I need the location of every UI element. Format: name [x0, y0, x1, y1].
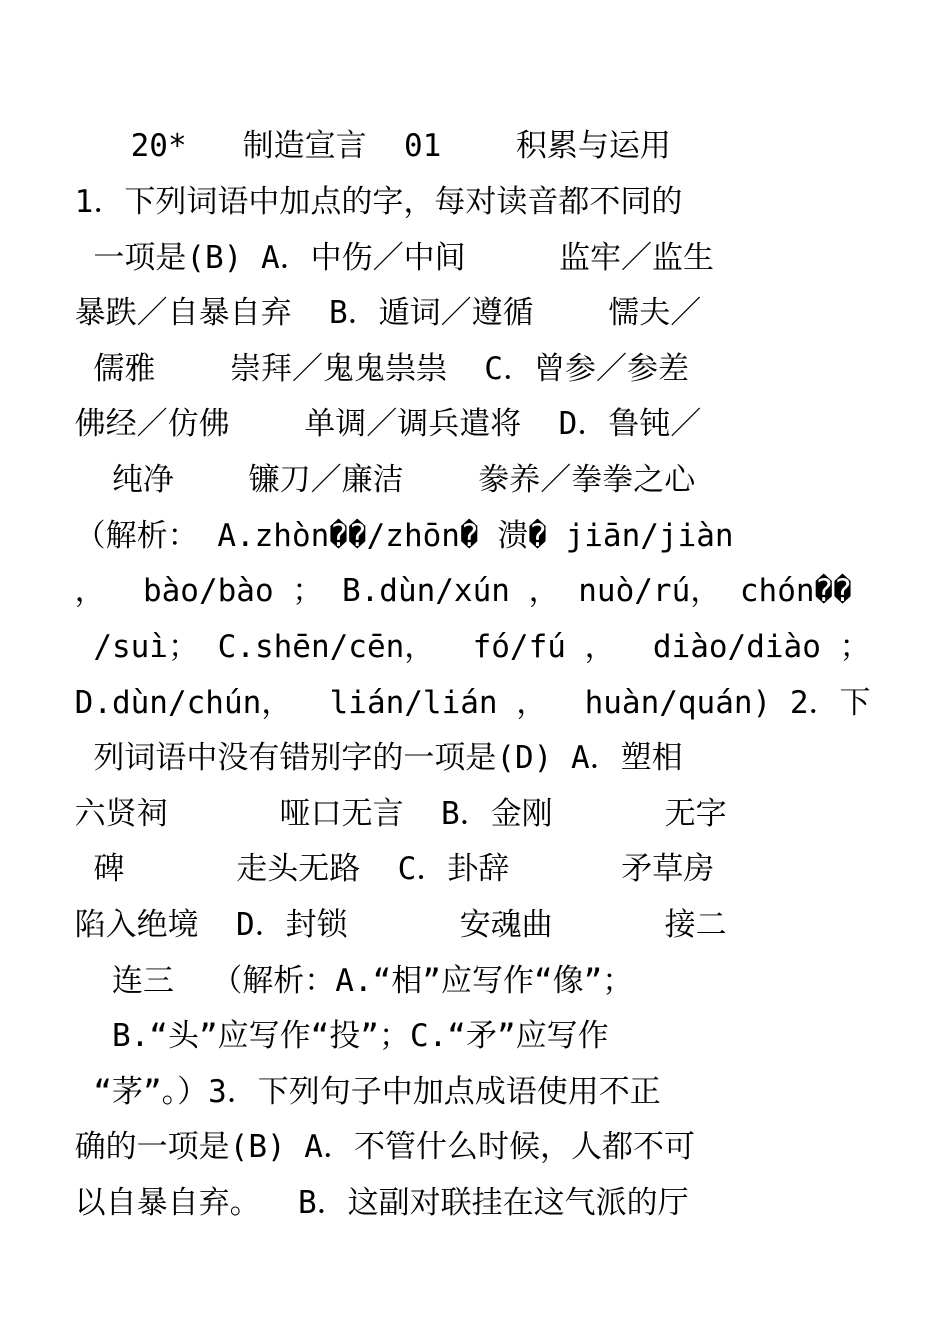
- text-line: 以自暴自弃。 B．这副对联挂在这气派的厅: [0, 1185, 689, 1221]
- text-line: ， bào/bào ； B.dùn/xún ， nuò/rú， chón��: [0, 573, 852, 609]
- text-line: （解析： A.zhòn��/zhōn� 溃� jiān/jiàn: [0, 518, 734, 554]
- text-line: 六贤祠 哑口无言 B．金刚 无字: [0, 796, 727, 832]
- text-line: 连三 （解析：A.“相”应写作“像”；: [0, 963, 634, 999]
- text-line: B.“头”应写作“投”；C.“矛”应写作: [0, 1018, 609, 1054]
- text-line: 碑 走头无路 C．卦辞 矛草房: [0, 851, 715, 887]
- text-line: D.dùn/chún， lián/lián ， huàn/quán) 2．下: [0, 685, 871, 721]
- text-line: 佛经／仿佛 单调／调兵遣将 D．鲁钝／: [0, 406, 702, 442]
- text-line: 一项是(B) A．中伤／中间 监牢／监生: [0, 240, 714, 276]
- text-line: 纯净 镰刀／廉洁 豢养／拳拳之心: [0, 462, 696, 498]
- text-line: “茅”。）3．下列句子中加点成语使用不正: [0, 1074, 661, 1110]
- text-line: 暴跌／自暴自弃 B．遁词／遵循 懦夫／: [0, 295, 702, 331]
- text-line: 1．下列词语中加点的字，每对读音都不同的: [0, 184, 683, 220]
- text-line: 陷入绝境 D．封锁 安魂曲 接二: [0, 907, 727, 943]
- text-line: 列词语中没有错别字的一项是(D) A．塑相: [0, 740, 683, 776]
- text-line: /suì； C.shēn/cēn， fó/fú ， diào/diào ；: [0, 629, 871, 665]
- text-line: 儒雅 崇拜／鬼鬼祟祟 C．曾参／参差: [0, 351, 689, 387]
- title-line: 20* 制造宣言 01 积累与运用: [0, 128, 671, 164]
- text-line: 确的一项是(B) A．不管什么时候，人都不可: [0, 1129, 695, 1165]
